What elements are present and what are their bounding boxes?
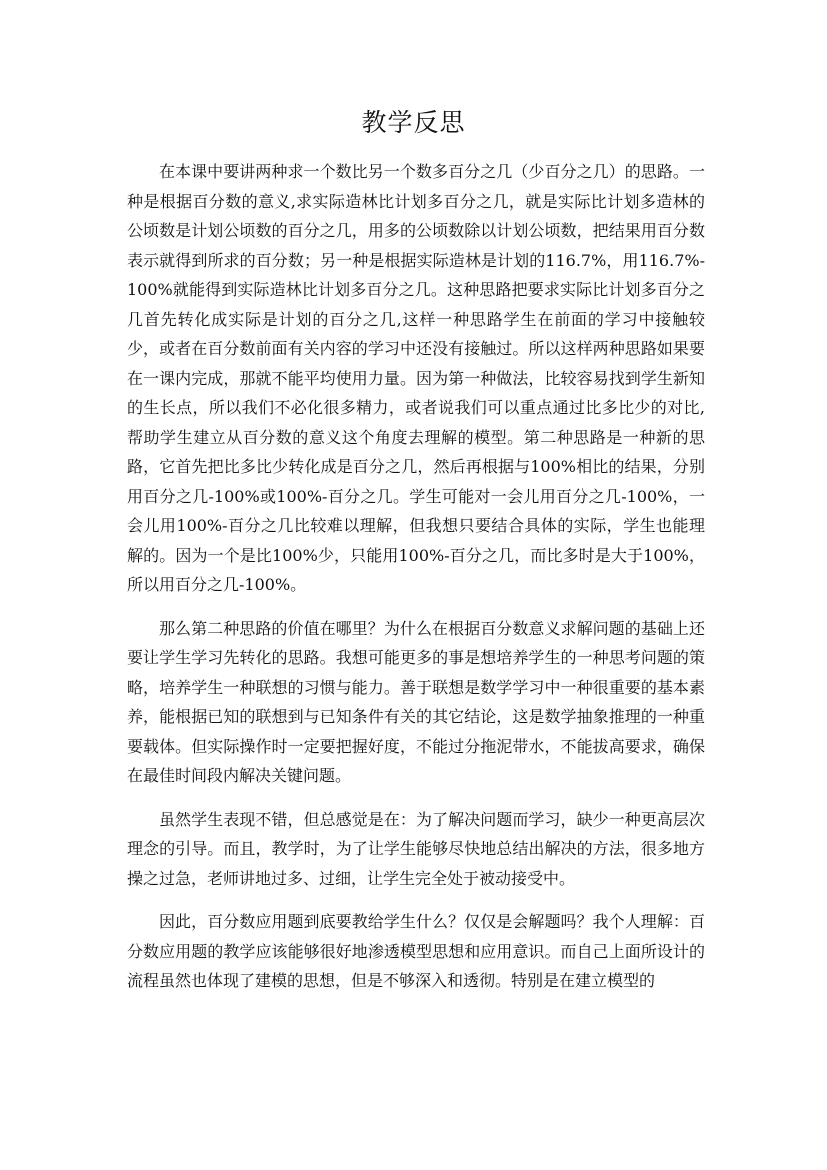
paragraph-1: 在本课中要讲两种求一个数比另一个数多百分之几（少百分之几）的思路。一种是根据百分数的意义,求实际造林比计划多百分之几，就是实际比计划多造林的公顷数是计划公顷数的百分之几，用多的公顷数除以计划公顷数，把结果用百分数表示就得到所求的百分数；另一种是根据实际造林是计划的116.7%，用116.7%-100%就能得到实际造林比计划多百分之几。这种思路把要求实际比计划多百分之几首先转化成实际是计划的百分之几,这样一种思路学生在前面的学习中接触较少，或者在百分数前面有关内容的学习中还没有接触过。所以这样两种思路如果要在一课内完成，那就不能平均使用力量。因为第一种做法，比较容易找到学生新知的生长点，所以我们不必化很多精力，或者说我们可以重点通过比多比少的对比,帮助学生建立从百分数的意义这个角度去理解的模型。第二种思路是一种新的思路，它首先把比多比少转化成是百分之几，然后再根据与100%相比的结果，分别用百分之几-100%或100%-百分之几。学生可能对一会儿用百分之几-100%，一会儿用100%-百分之几比较难以理解，但我想只要结合具体的实际，学生也能理解的。因为一个是比100%少，只能用100%-百分之几，而比多时是大于100%，所以用百分之几-100%。 bbox=[127, 162, 705, 594]
document-body bbox=[127, 157, 705, 1010]
paragraph-4: 因此，百分数应用题到底要教给学生什么？仅仅是会解题吗？我个人理解：百分数应用题的教学应该能够很好地渗透模型思想和应用意识。而自己上面所设计的流程虽然也体现了建模的思想，但是不够深入和透彻。特别是在建立模型的 bbox=[127, 912, 705, 990]
paragraph-3: 虽然学生表现不错，但总感觉是在：为了解决问题而学习，缺少一种更高层次理念的引导。而且，教学时，为了让学生能够尽快地总结出解决的方法，很多地方操之过急，老师讲地过多、过细，让学生完全处于被动接受中。 bbox=[127, 809, 705, 888]
paragraph-2: 那么第二种思路的价值在哪里？为什么在根据百分数意义求解问题的基础上还要让学生学习先转化的思路。我想可能更多的事是想培养学生的一种思考问题的策略，培养学生一种联想的习惯与能力。善于联想是数学学习中一种很重要的基本素养，能根据已知的联想到与已知条件有关的其它结论，这是数学抽象推理的一种重要载体。但实际操作时一定要把握好度，不能过分拖泥带水，不能拔高要求，确保在最佳时间段内解决关键问题。 bbox=[127, 618, 705, 785]
document-title: 教学反思 bbox=[361, 108, 466, 137]
